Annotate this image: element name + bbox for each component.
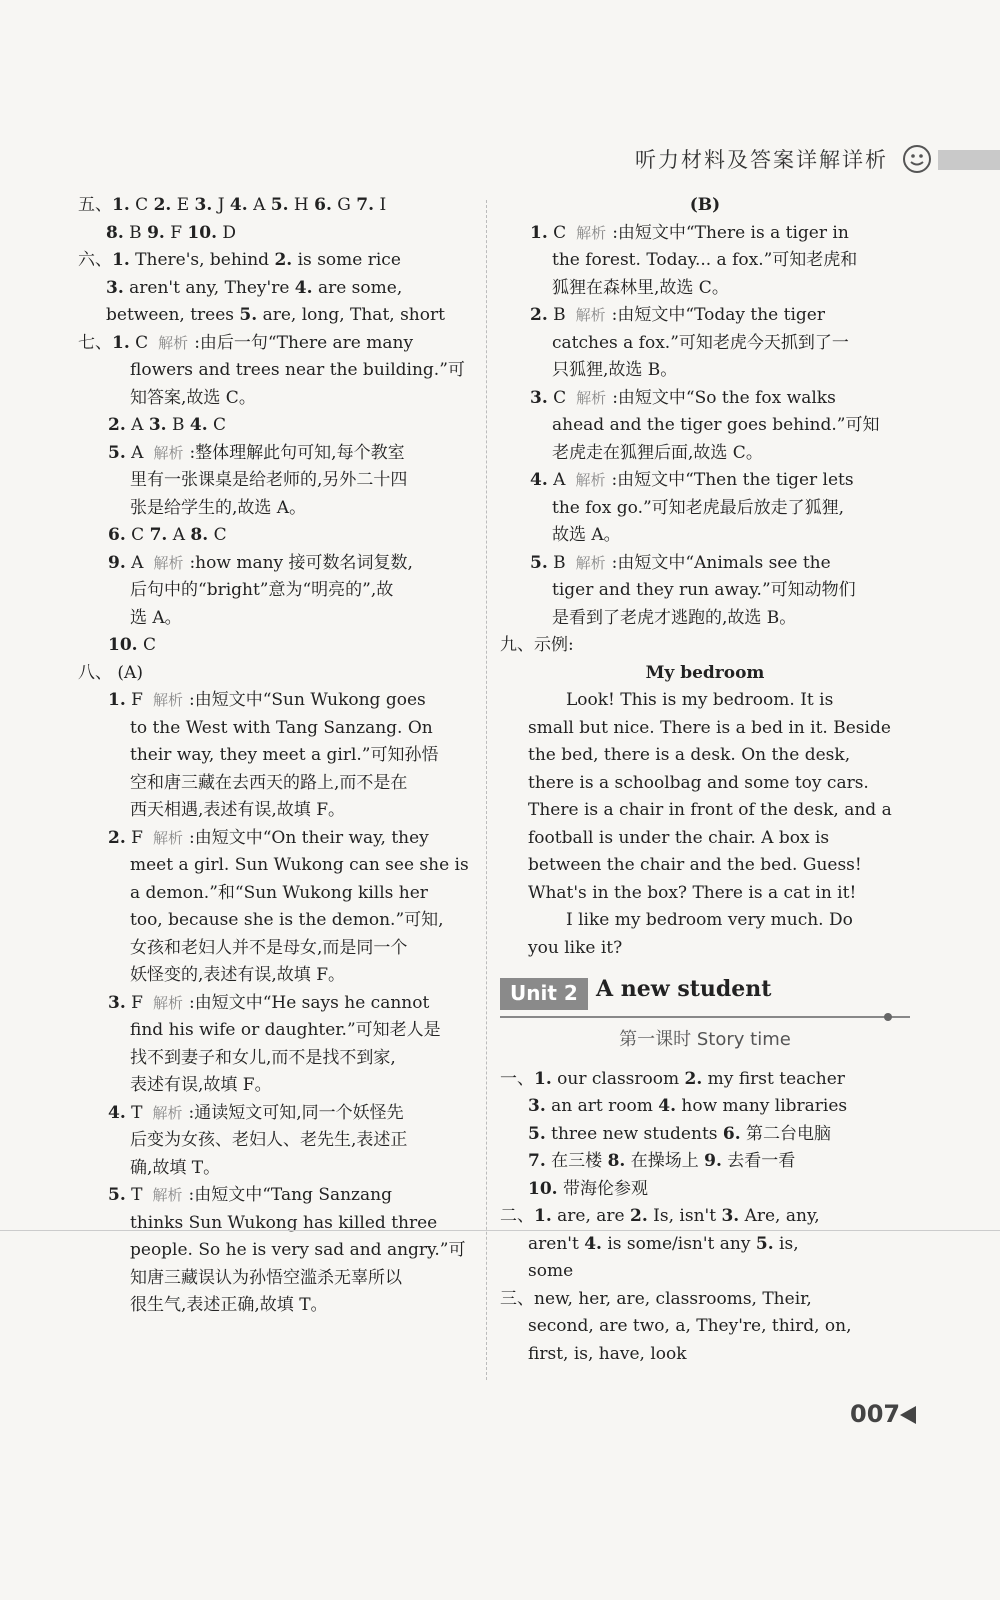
- answer-line: [78, 385, 478, 413]
- answer-line: [500, 495, 910, 523]
- answer-line: [78, 550, 478, 578]
- answer-line: [78, 1017, 478, 1045]
- answer-text: I: [374, 195, 387, 215]
- item-number: 4.: [229, 195, 248, 215]
- analysis-tag: 解析: [153, 553, 184, 572]
- answer-text: our classroom: [551, 1068, 685, 1089]
- item-number: 8.: [607, 1151, 626, 1171]
- answer-line: [500, 1341, 910, 1369]
- answer-line: [78, 1072, 478, 1100]
- header-bar: [938, 150, 1000, 170]
- answer-text: 三、new, her, are, classrooms, Their,: [500, 1288, 812, 1309]
- item-number: 1.: [112, 250, 130, 270]
- item-number: 3.: [106, 277, 124, 298]
- answer-text: :由短文中“Tang Sanzang: [188, 1185, 392, 1205]
- answer-text: My bedroom: [645, 662, 765, 683]
- answer-text: B: [547, 552, 566, 573]
- answer-line: [500, 825, 910, 853]
- answer-text: There's, behind: [129, 250, 275, 270]
- answer-text: 只狐狸,故选 B。: [552, 360, 678, 380]
- answer-text: C: [547, 387, 567, 408]
- answer-line: [78, 495, 478, 523]
- item-number: 9.: [147, 222, 165, 243]
- right-answers: [500, 192, 910, 962]
- answer-text: my first teacher: [702, 1068, 845, 1089]
- item-number: 6.: [108, 525, 126, 545]
- answer-line: [500, 330, 910, 358]
- answer-line: [500, 247, 910, 275]
- answer-text: 一、: [500, 1068, 534, 1089]
- item-number: 5.: [108, 1185, 126, 1205]
- answer-text: three new students: [545, 1123, 723, 1144]
- answer-line: [78, 330, 478, 358]
- item-number: 5.: [270, 195, 289, 215]
- answer-text: the forest. Today... a fox.”可知老虎和: [552, 250, 858, 270]
- answer-line: [500, 1148, 910, 1176]
- answer-text: What's in the box? There is a cat in it!: [528, 882, 857, 903]
- answer-line: [78, 192, 478, 220]
- answer-text: between the chair and the bed. Guess!: [528, 855, 862, 875]
- answer-text: C: [129, 332, 149, 353]
- answer-text: 很生气,表述正确,故填 T。: [130, 1295, 328, 1315]
- answer-text: C: [129, 195, 154, 215]
- item-number: 4.: [658, 1096, 677, 1116]
- item-number: 6.: [722, 1123, 741, 1144]
- answer-text: ahead and the tiger goes behind.”可知: [552, 415, 880, 435]
- answer-text: tiger and they run away.”可知动物们: [552, 580, 856, 600]
- item-number: 7.: [356, 195, 375, 215]
- answer-line: [500, 1313, 910, 1341]
- answer-text: are, are: [551, 1206, 631, 1226]
- answer-line: [78, 660, 478, 688]
- item-number: 10.: [187, 222, 217, 243]
- answer-line: [78, 825, 478, 853]
- answer-line: [78, 275, 478, 303]
- analysis-tag: 解析: [152, 691, 183, 709]
- item-number: 1.: [530, 222, 548, 243]
- page-arrow-icon: [900, 1406, 916, 1424]
- answer-text: B: [123, 222, 148, 243]
- item-number: 3.: [721, 1206, 740, 1226]
- item-number: 1.: [534, 1206, 552, 1226]
- answer-text: 后变为女孩、老妇人、老先生,表述正: [130, 1130, 408, 1150]
- item-number: 2.: [684, 1068, 703, 1089]
- answer-line: [500, 1231, 910, 1259]
- answer-text: 五、: [78, 195, 112, 215]
- answer-line: [500, 220, 910, 248]
- answer-text: I like my bedroom very much. Do: [566, 910, 853, 930]
- answer-text: :how many 接可数名词复数,: [189, 552, 413, 573]
- answer-text: :由短文中“There is a tiger in: [612, 222, 849, 243]
- item-number: 3.: [528, 1096, 546, 1116]
- answer-line: [500, 302, 910, 330]
- item-number: 5.: [528, 1123, 546, 1144]
- answer-text: B: [547, 305, 566, 325]
- answer-text: 七、: [78, 332, 112, 353]
- answer-text: their way, they meet a girl.”可知孙悟: [130, 745, 439, 765]
- lesson-title: 第一课时 Story time: [619, 1029, 791, 1050]
- answer-line: [500, 1286, 910, 1314]
- answer-text: T: [125, 1102, 143, 1123]
- item-number: 3.: [194, 195, 213, 215]
- answer-line: [78, 1210, 478, 1238]
- item-number: 1.: [108, 690, 126, 710]
- answer-text: is,: [773, 1233, 799, 1254]
- page-rule: [0, 1230, 1000, 1231]
- answer-text: football is under the chair. A box is: [528, 827, 830, 848]
- analysis-tag: 解析: [152, 1103, 183, 1122]
- item-number: 4.: [189, 415, 208, 435]
- answer-text: :由短文中“So the fox walks: [612, 387, 836, 408]
- answer-text: 第二台电脑: [740, 1123, 832, 1144]
- item-number: 5.: [755, 1233, 774, 1254]
- answer-text: F: [164, 222, 188, 243]
- left-column: [78, 192, 478, 1320]
- answer-line: [78, 1045, 478, 1073]
- answer-line: [78, 467, 478, 495]
- analysis-tag: 解析: [575, 553, 606, 572]
- answer-text: 八、 (A): [78, 662, 143, 683]
- answer-line: [500, 385, 910, 413]
- item-number: 2.: [108, 827, 126, 848]
- answer-text: F: [125, 992, 143, 1013]
- answer-line: [78, 715, 478, 743]
- answer-line: [500, 1258, 910, 1286]
- answer-line: [500, 577, 910, 605]
- answer-line: [500, 742, 910, 770]
- analysis-tag: 解析: [158, 333, 189, 352]
- answer-text: 狐狸在森林里,故选 C。: [552, 277, 729, 298]
- analysis-tag: 解析: [575, 471, 606, 489]
- right-column: [500, 192, 910, 1368]
- answer-line: [78, 990, 478, 1018]
- answer-line: [78, 632, 478, 660]
- answer-line: [78, 687, 478, 715]
- answer-text: 表述有误,故填 F。: [130, 1075, 272, 1095]
- answer-line: [78, 577, 478, 605]
- answer-text: :由短文中“He says he cannot: [188, 992, 430, 1013]
- item-number: 2.: [274, 250, 293, 270]
- answer-text: 张是给学生的,故选 A。: [130, 497, 307, 518]
- answer-text: 里有一张课桌是给老师的,另外二十四: [130, 470, 408, 490]
- answer-line: [500, 907, 910, 935]
- item-number: 4.: [294, 277, 313, 298]
- answer-line: [500, 1203, 910, 1231]
- analysis-tag: 解析: [575, 306, 606, 324]
- answer-text: T: [125, 1185, 143, 1205]
- answer-line: [500, 1121, 910, 1149]
- item-number: 1.: [534, 1068, 552, 1089]
- unit-title: A new student: [596, 976, 772, 1002]
- answer-text: 六、: [78, 250, 112, 270]
- answer-text: Look! This is my bedroom. It is: [566, 690, 834, 710]
- answer-text: thinks Sun Wukong has killed three: [130, 1212, 438, 1233]
- item-number: 4.: [584, 1233, 602, 1254]
- answer-text: D: [217, 222, 237, 243]
- answer-text: :通读短文可知,同一个妖怪先: [188, 1102, 404, 1123]
- answer-text: catches a fox.”可知老虎今天抓到了一: [552, 332, 849, 353]
- answer-line: [78, 412, 478, 440]
- answer-text: are, long, That, short: [257, 305, 445, 325]
- answer-text: There is a chair in front of the desk, and a: [528, 800, 892, 820]
- item-number: 5.: [108, 442, 126, 463]
- item-number: 1.: [112, 332, 130, 353]
- answer-text: first, is, have, look: [528, 1343, 687, 1364]
- answer-text: C: [125, 525, 150, 545]
- item-number: 6.: [314, 195, 332, 215]
- answer-line: [500, 357, 910, 385]
- page-number: 007: [850, 1400, 901, 1428]
- analysis-tag: 解析: [152, 993, 183, 1012]
- answer-text: 空和唐三藏在去西天的路上,而不是在: [130, 772, 408, 793]
- answer-text: aren't: [528, 1233, 585, 1254]
- answer-text: F: [125, 827, 143, 848]
- item-number: 4.: [108, 1102, 126, 1123]
- answer-text: 确,故填 T。: [130, 1157, 221, 1178]
- answer-line: [78, 1100, 478, 1128]
- answer-line: [78, 522, 478, 550]
- answer-text: J: [212, 195, 230, 215]
- answer-line: [78, 852, 478, 880]
- answer-text: 后句中的“bright”意为“明亮的”,故: [130, 580, 394, 600]
- answer-line: [500, 522, 910, 550]
- answer-text: E: [171, 195, 195, 215]
- analysis-tag: 解析: [152, 1186, 183, 1204]
- answer-text: 故选 A。: [552, 525, 621, 545]
- answer-line: [78, 357, 478, 385]
- answer-line: [500, 852, 910, 880]
- item-number: 10.: [108, 635, 138, 655]
- answer-text: to the West with Tang Sanzang. On: [130, 717, 433, 738]
- answer-text: H: [288, 195, 315, 215]
- answer-text: Is, isn't: [647, 1206, 722, 1226]
- answer-text: between, trees: [106, 305, 240, 325]
- answer-text: C: [208, 525, 227, 545]
- item-number: 9.: [108, 552, 126, 573]
- answer-text: 知答案,故选 C。: [130, 387, 256, 408]
- answer-text: :由短文中“On their way, they: [188, 827, 429, 848]
- answer-line: [500, 880, 910, 908]
- answer-text: some: [528, 1261, 574, 1281]
- item-number: 7.: [149, 525, 168, 545]
- item-number: 5.: [530, 552, 548, 573]
- answer-line: [78, 962, 478, 990]
- answer-text: :整体理解此句可知,每个教室: [189, 442, 405, 463]
- header-title: 听力材料及答案详解详析: [635, 148, 888, 172]
- answer-text: 在操场上: [625, 1151, 705, 1171]
- answer-text: 去看一看: [721, 1151, 796, 1171]
- answer-line: [500, 660, 910, 688]
- answer-text: you like it?: [528, 937, 623, 958]
- answer-text: :由短文中“Sun Wukong goes: [188, 690, 426, 710]
- answer-text: :由短文中“Today the tiger: [611, 305, 825, 325]
- answer-line: [78, 440, 478, 468]
- answer-text: C: [547, 222, 567, 243]
- answer-text: :由短文中“Animals see the: [611, 552, 831, 573]
- answer-text: meet a girl. Sun Wukong can see she is: [130, 855, 469, 875]
- answer-line: [78, 605, 478, 633]
- answer-line: [500, 467, 910, 495]
- answer-text: there is a schoolbag and some toy cars.: [528, 772, 869, 793]
- answer-line: [78, 770, 478, 798]
- answer-text: the bed, there is a desk. On the desk,: [528, 745, 851, 765]
- item-number: 2.: [530, 305, 548, 325]
- answer-text: 知唐三藏误认为孙悟空滥杀无辜所以: [130, 1267, 402, 1288]
- answer-text: second, are two, a, They're, third, on,: [528, 1316, 852, 1336]
- page-header: [580, 138, 1000, 182]
- answer-text: :由后一句“There are many: [194, 332, 414, 353]
- answer-line: [500, 550, 910, 578]
- item-number: 3.: [148, 415, 167, 435]
- answer-line: [78, 935, 478, 963]
- answer-text: a demon.”和“Sun Wukong kills her: [130, 882, 428, 903]
- answer-text: flowers and trees near the building.”可: [130, 360, 465, 380]
- answer-text: find his wife or daughter.”可知老人是: [130, 1020, 441, 1040]
- analysis-tag: 解析: [153, 443, 184, 462]
- answer-line: [500, 1066, 910, 1094]
- answer-line: [78, 1127, 478, 1155]
- answer-text: too, because she is the demon.”可知,: [130, 910, 444, 930]
- answer-text: (B): [689, 195, 721, 215]
- answer-line: [500, 412, 910, 440]
- answer-text: B: [166, 415, 190, 435]
- analysis-tag: 解析: [152, 828, 183, 847]
- item-number: 8.: [190, 525, 209, 545]
- answer-text: 妖怪变的,表述有误,故填 F。: [130, 965, 346, 985]
- item-number: 2.: [108, 415, 126, 435]
- column-divider: [486, 200, 487, 1380]
- unit-heading: [500, 976, 910, 1018]
- analysis-tag: 解析: [576, 388, 607, 407]
- answer-text: aren't any, They're: [123, 277, 295, 298]
- answer-text: A: [547, 470, 566, 490]
- answer-line: [500, 797, 910, 825]
- answer-text: how many libraries: [676, 1096, 848, 1116]
- unit-dot: [884, 1013, 892, 1021]
- answer-text: is some rice: [292, 250, 401, 270]
- item-number: 3.: [108, 992, 126, 1013]
- answer-line: [78, 742, 478, 770]
- unit-badge: Unit 2: [500, 978, 588, 1010]
- answer-line: [500, 632, 910, 660]
- answer-line: [500, 770, 910, 798]
- answer-text: A: [125, 415, 149, 435]
- answer-text: an art room: [545, 1096, 659, 1116]
- answer-text: 九、示例:: [500, 635, 574, 655]
- smiley-icon: [902, 144, 932, 174]
- answer-line: [500, 687, 910, 715]
- answer-line: [500, 715, 910, 743]
- answer-line: [78, 302, 478, 330]
- answer-line: [78, 1237, 478, 1265]
- answer-text: C: [207, 415, 227, 435]
- answer-line: [78, 907, 478, 935]
- answer-text: people. So he is very sad and angry.”可: [130, 1240, 466, 1260]
- answer-text: 老虎走在狐狸后面,故选 C。: [552, 442, 763, 463]
- answer-line: [78, 220, 478, 248]
- answer-line: [500, 275, 910, 303]
- item-number: 8.: [106, 222, 124, 243]
- item-number: 7.: [528, 1151, 546, 1171]
- answer-line: [500, 1176, 910, 1204]
- item-number: 2.: [153, 195, 172, 215]
- item-number: 5.: [239, 305, 258, 325]
- answer-text: 是看到了老虎才逃跑的,故选 B。: [552, 607, 797, 628]
- answer-text: Are, any,: [739, 1206, 820, 1226]
- answer-line: [500, 1093, 910, 1121]
- answer-line: [500, 192, 910, 220]
- answer-text: 带海伦参观: [557, 1178, 648, 1199]
- analysis-tag: 解析: [576, 223, 607, 242]
- answer-line: [500, 935, 910, 963]
- answer-text: 在三楼: [545, 1151, 608, 1171]
- answer-line: [78, 797, 478, 825]
- answer-line: [78, 1292, 478, 1320]
- item-number: 4.: [530, 470, 548, 490]
- item-number: 2.: [630, 1206, 648, 1226]
- answer-text: A: [167, 525, 191, 545]
- item-number: 1.: [112, 195, 130, 215]
- answer-text: 选 A。: [130, 607, 182, 628]
- answer-text: :由短文中“Then the tiger lets: [611, 470, 854, 490]
- answer-text: C: [137, 635, 156, 655]
- answer-text: A: [125, 552, 144, 573]
- answer-line: [78, 247, 478, 275]
- answer-text: A: [125, 442, 144, 463]
- item-number: 10.: [528, 1178, 558, 1199]
- answer-text: 找不到妻子和女儿,而不是找不到家,: [130, 1047, 396, 1068]
- answer-line: [78, 880, 478, 908]
- item-number: 3.: [530, 387, 548, 408]
- answer-line: [78, 1182, 478, 1210]
- answer-text: 二、: [500, 1206, 534, 1226]
- answer-text: F: [125, 690, 143, 710]
- answer-text: the fox go.”可知老虎最后放走了狐狸,: [552, 497, 845, 518]
- answer-text: A: [247, 195, 271, 215]
- answer-line: [500, 605, 910, 633]
- answer-line: [500, 440, 910, 468]
- answer-text: are some,: [312, 277, 403, 298]
- answer-line: [78, 1155, 478, 1183]
- item-number: 9.: [704, 1151, 722, 1171]
- answer-text: 女孩和老妇人并不是母女,而是同一个: [130, 937, 408, 958]
- answer-text: small but nice. There is a bed in it. Beside: [528, 717, 891, 738]
- answer-text: is some/isn't any: [601, 1233, 756, 1254]
- answer-text: 西天相遇,表述有误,故填 F。: [130, 800, 346, 820]
- answer-text: G: [331, 195, 357, 215]
- unit-answers: [500, 1066, 910, 1369]
- answer-line: [78, 1265, 478, 1293]
